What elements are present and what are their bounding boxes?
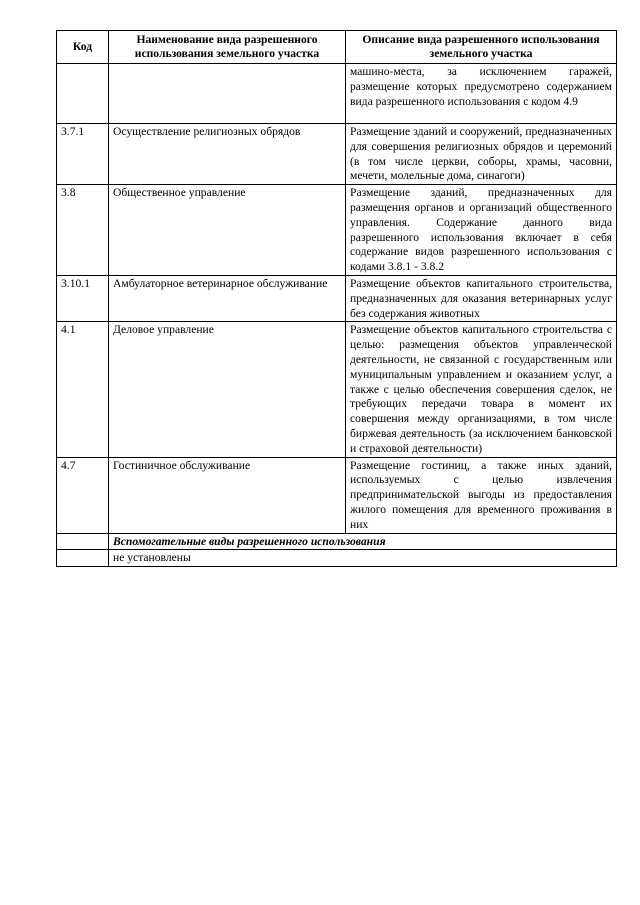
auxiliary-heading-row bbox=[57, 533, 617, 550]
row-description: машино-места, за исключением гаражей, размещение которых предусмотрено содержанием вида разрешенного использования с кодом 4.9 bbox=[346, 64, 617, 124]
row-name: Амбулаторное ветеринарное обслуживание bbox=[109, 275, 346, 321]
table-row bbox=[57, 322, 617, 457]
table-header-row bbox=[57, 31, 617, 64]
auxiliary-value-code-cell bbox=[57, 550, 109, 567]
header-name: Наименование вида разрешенного использования земельного участка bbox=[109, 31, 346, 64]
table-row bbox=[57, 124, 617, 185]
row-description: Размещение объектов капитального строительства, предназначенных для оказания ветеринарных услуг без содержания животных bbox=[346, 275, 617, 321]
row-description: Размещение зданий и сооружений, предназначенных для совершения религиозных обрядов и церемоний (в том числе церкви, соборы, храмы, часовни, мечети, молельные дома, синагоги) bbox=[346, 124, 617, 185]
row-code: 3.8 bbox=[57, 185, 109, 276]
row-code: 3.10.1 bbox=[57, 275, 109, 321]
auxiliary-heading: Вспомогательные виды разрешенного использования bbox=[109, 533, 617, 550]
auxiliary-value-row bbox=[57, 550, 617, 567]
row-name: Деловое управление bbox=[109, 322, 346, 457]
header-code: Код bbox=[57, 31, 109, 64]
header-description: Описание вида разрешенного использования земельного участка bbox=[346, 31, 617, 64]
row-code: 3.7.1 bbox=[57, 124, 109, 185]
auxiliary-value: не установлены bbox=[109, 550, 617, 567]
row-name bbox=[109, 64, 346, 124]
table-row bbox=[57, 64, 617, 124]
row-code: 4.7 bbox=[57, 457, 109, 533]
table-row bbox=[57, 275, 617, 321]
row-name: Гостиничное обслуживание bbox=[109, 457, 346, 533]
row-code: 4.1 bbox=[57, 322, 109, 457]
row-name: Осуществление религиозных обрядов bbox=[109, 124, 346, 185]
table-row bbox=[57, 457, 617, 533]
row-name: Общественное управление bbox=[109, 185, 346, 276]
land-use-table bbox=[56, 30, 617, 567]
row-description: Размещение объектов капитального строительства с целью: размещения объектов управленческой деятельности, не связанной с государственным или муниципальным управлением и оказанием услуг, а также с целью обеспечения совершения сделок, не требующих передачи товара в момент их совершения между организациями, в том числе биржевая деятельность (за исключением банковской и страховой деятельности) bbox=[346, 322, 617, 457]
row-code bbox=[57, 64, 109, 124]
auxiliary-heading-code-cell bbox=[57, 533, 109, 550]
row-description: Размещение зданий, предназначенных для размещения органов и организаций общественного управления. Содержание данного вида разрешенного использования включает в себя содержание видов разрешенного использования с кодами 3.8.1 - 3.8.2 bbox=[346, 185, 617, 276]
table-row bbox=[57, 185, 617, 276]
row-description: Размещение гостиниц, а также иных зданий, используемых с целью извлечения предпринимательской выгоды из предоставления жилого помещения для временного проживания в них bbox=[346, 457, 617, 533]
